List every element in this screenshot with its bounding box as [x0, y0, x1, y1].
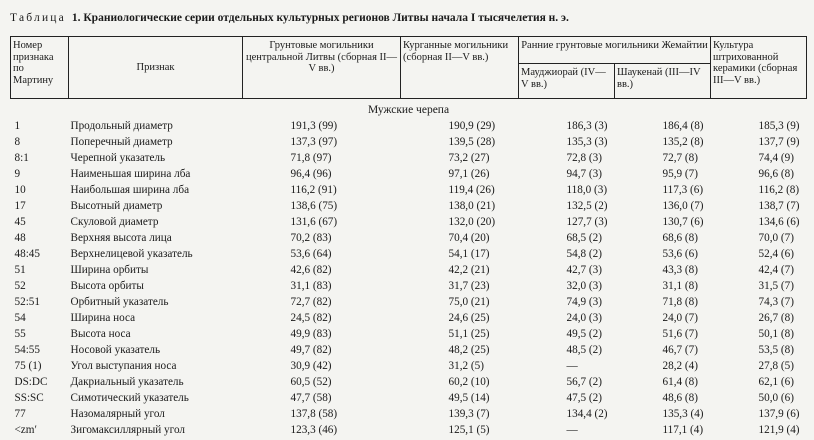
value-shaukenai: 28,2 (4): [662, 360, 698, 372]
row-sign: Поперечный диаметр: [70, 136, 173, 148]
value-shaukenai: 43,3 (8): [662, 264, 698, 276]
value-maudzhiorai: 47,5 (2): [566, 392, 602, 404]
value-kurgan: 54,1 (17): [448, 248, 490, 260]
value-ceramic: 26,7 (8): [758, 312, 794, 324]
table-row: [11, 357, 807, 373]
value-shaukenai: 136,0 (7): [662, 200, 704, 212]
value-kurgan: 97,1 (26): [448, 168, 490, 180]
value-central: 24,5 (82): [290, 312, 332, 324]
row-code: 17: [14, 200, 26, 212]
value-kurgan: 190,9 (29): [448, 120, 496, 132]
value-shaukenai: 24,0 (7): [662, 312, 698, 324]
table-row: [11, 229, 807, 245]
row-code: DS:DC: [14, 376, 48, 388]
table-row: [11, 165, 807, 181]
value-ceramic: 74,3 (7): [758, 296, 794, 308]
table-caption: [10, 12, 800, 24]
value-central: 137,8 (58): [290, 408, 338, 420]
value-ceramic: 121,9 (4): [758, 424, 800, 436]
value-kurgan: 48,2 (25): [448, 344, 490, 356]
value-central: 138,6 (75): [290, 200, 338, 212]
row-sign: Высота носа: [70, 328, 131, 340]
row-sign: Ширина носа: [70, 312, 136, 324]
row-sign: Дакриальный указатель: [70, 376, 184, 388]
value-ceramic: 31,5 (7): [758, 280, 794, 292]
row-code: 52: [14, 280, 26, 292]
value-maudzhiorai: 42,7 (3): [566, 264, 602, 276]
value-kurgan: 51,1 (25): [448, 328, 490, 340]
row-code: 48:45: [14, 248, 40, 260]
row-sign: Симотический указатель: [70, 392, 189, 404]
value-ceramic: 52,4 (6): [758, 248, 794, 260]
row-code: 54: [14, 312, 26, 324]
row-sign: Ширина орбиты: [70, 264, 149, 276]
value-kurgan: 139,5 (28): [448, 136, 496, 148]
value-maudzhiorai: 72,8 (3): [566, 152, 602, 164]
value-shaukenai: 95,9 (7): [662, 168, 698, 180]
row-code: 55: [14, 328, 26, 340]
table-row: [11, 181, 807, 197]
row-sign: Наибольшая ширина лба: [70, 184, 190, 196]
value-central: 30,9 (42): [290, 360, 332, 372]
value-central: 60,5 (52): [290, 376, 332, 388]
value-shaukenai: 117,3 (6): [662, 184, 704, 196]
value-kurgan: 60,2 (10): [448, 376, 490, 388]
value-maudzhiorai: 24,0 (3): [566, 312, 602, 324]
value-kurgan: 31,7 (23): [448, 280, 490, 292]
value-central: 72,7 (82): [290, 296, 332, 308]
value-ceramic: 27,8 (5): [758, 360, 794, 372]
value-ceramic: 62,1 (6): [758, 376, 794, 388]
value-kurgan: 75,0 (21): [448, 296, 490, 308]
header-number: Номер признака по Мартину: [11, 37, 69, 99]
row-sign: Орбитный указатель: [70, 296, 169, 308]
table-row: [11, 421, 807, 437]
header-central: Грунтовые могильники центральной Литвы (сборная II—V вв.): [243, 37, 401, 99]
value-ceramic: 137,7 (9): [758, 136, 800, 148]
value-shaukenai: 46,7 (7): [662, 344, 698, 356]
row-code: <zm′: [14, 424, 37, 436]
row-code: 9: [14, 168, 21, 180]
value-central: 47,7 (58): [290, 392, 332, 404]
value-maudzhiorai: —: [566, 424, 578, 436]
value-shaukenai: 117,1 (4): [662, 424, 704, 436]
value-maudzhiorai: 32,0 (3): [566, 280, 602, 292]
value-maudzhiorai: 68,5 (2): [566, 232, 602, 244]
row-sign: Назомалярный угол: [70, 408, 165, 420]
value-central: 96,4 (96): [290, 168, 332, 180]
value-central: 53,6 (64): [290, 248, 332, 260]
value-shaukenai: 72,7 (8): [662, 152, 698, 164]
value-ceramic: 138,7 (7): [758, 200, 800, 212]
caption-title: 1. Краниологические серии отдельных культурных регионов Литвы начала I тысячелетия н. э.: [71, 12, 569, 24]
row-code: 45: [14, 216, 26, 228]
row-sign: Угол выступания носа: [70, 360, 177, 372]
row-sign: Верхнелицевой указатель: [70, 248, 193, 260]
value-ceramic: 70,0 (7): [758, 232, 794, 244]
table-row: [11, 245, 807, 261]
table-header: [11, 37, 807, 99]
row-code: 8:1: [14, 152, 29, 164]
value-ceramic: 96,6 (8): [758, 168, 794, 180]
value-kurgan: 24,6 (25): [448, 312, 490, 324]
table-row: [11, 261, 807, 277]
row-sign: Носовой указатель: [70, 344, 161, 356]
table-row: [11, 117, 807, 133]
value-kurgan: 138,0 (21): [448, 200, 496, 212]
value-ceramic: 42,4 (7): [758, 264, 794, 276]
row-code: 51: [14, 264, 26, 276]
row-sign: Продольный диаметр: [70, 120, 173, 132]
row-code: 52:51: [14, 296, 40, 308]
value-kurgan: 49,5 (14): [448, 392, 490, 404]
value-ceramic: 116,2 (8): [758, 184, 800, 196]
value-kurgan: 125,1 (5): [448, 424, 490, 436]
value-shaukenai: 31,1 (8): [662, 280, 698, 292]
value-kurgan: 31,2 (5): [448, 360, 484, 372]
value-shaukenai: 130,7 (6): [662, 216, 704, 228]
value-shaukenai: 135,2 (8): [662, 136, 704, 148]
value-shaukenai: 61,4 (8): [662, 376, 698, 388]
value-shaukenai: 71,8 (8): [662, 296, 698, 308]
caption-lead: Таблица: [10, 12, 66, 24]
row-code: 54:55: [14, 344, 40, 356]
value-maudzhiorai: 132,5 (2): [566, 200, 608, 212]
header-early-group: Ранние грунтовые могильники Жемайтии: [519, 37, 711, 64]
row-code: 75 (1): [14, 360, 42, 372]
value-kurgan: 42,2 (21): [448, 264, 490, 276]
value-central: 137,3 (97): [290, 136, 338, 148]
value-ceramic: 137,9 (6): [758, 408, 800, 420]
table-row: [11, 325, 807, 341]
row-code: 10: [14, 184, 26, 196]
value-maudzhiorai: 135,3 (3): [566, 136, 608, 148]
value-maudzhiorai: 186,3 (3): [566, 120, 608, 132]
value-ceramic: 74,4 (9): [758, 152, 794, 164]
value-ceramic: 50,1 (8): [758, 328, 794, 340]
table-row: [11, 197, 807, 213]
table-row: [11, 213, 807, 229]
header-kurgan: Курганные могильники (сборная II—V вв.): [401, 37, 519, 99]
row-sign: Высота орбиты: [70, 280, 144, 292]
table-row: [11, 341, 807, 357]
value-central: 123,3 (46): [290, 424, 338, 436]
value-shaukenai: 48,6 (8): [662, 392, 698, 404]
header-ceramic: Культура штрихованной керамики (сборная III—V вв.): [711, 37, 807, 99]
value-maudzhiorai: 127,7 (3): [566, 216, 608, 228]
section-row: [11, 99, 807, 118]
row-sign: Черепной указатель: [70, 152, 166, 164]
value-kurgan: 119,4 (26): [448, 184, 495, 196]
value-shaukenai: 68,6 (8): [662, 232, 698, 244]
value-central: 49,7 (82): [290, 344, 332, 356]
header-sign: Признак: [69, 37, 243, 99]
table-row: [11, 133, 807, 149]
table-body: [11, 99, 807, 438]
value-ceramic: 185,3 (9): [758, 120, 800, 132]
header-maudzhiorai: Мауджиорай (IV—V вв.): [519, 64, 615, 99]
table-row: [11, 405, 807, 421]
value-central: 131,6 (67): [290, 216, 338, 228]
row-code: 77: [14, 408, 26, 420]
value-shaukenai: 186,4 (8): [662, 120, 704, 132]
header-shaukenai: Шаукенай (III—IV вв.): [615, 64, 711, 99]
value-maudzhiorai: —: [566, 360, 578, 372]
value-maudzhiorai: 74,9 (3): [566, 296, 602, 308]
table-row: [11, 277, 807, 293]
row-sign: Скуловой диаметр: [70, 216, 159, 228]
table-row: [11, 373, 807, 389]
value-central: 31,1 (83): [290, 280, 332, 292]
value-shaukenai: 51,6 (7): [662, 328, 698, 340]
row-sign: Зигомаксиллярный угол: [70, 424, 185, 436]
value-kurgan: 132,0 (20): [448, 216, 496, 228]
table-row: [11, 149, 807, 165]
value-kurgan: 70,4 (20): [448, 232, 490, 244]
value-maudzhiorai: 48,5 (2): [566, 344, 602, 356]
row-code: SS:SC: [14, 392, 44, 404]
row-code: 1: [14, 120, 21, 132]
value-kurgan: 139,3 (7): [448, 408, 490, 420]
value-maudzhiorai: 94,7 (3): [566, 168, 602, 180]
value-ceramic: 53,5 (8): [758, 344, 794, 356]
value-central: 116,2 (91): [290, 184, 337, 196]
value-maudzhiorai: 54,8 (2): [566, 248, 602, 260]
table-row: [11, 293, 807, 309]
value-central: 71,8 (97): [290, 152, 332, 164]
value-central: 191,3 (99): [290, 120, 338, 132]
value-ceramic: 50,0 (6): [758, 392, 794, 404]
value-central: 42,6 (82): [290, 264, 332, 276]
value-maudzhiorai: 134,4 (2): [566, 408, 608, 420]
table-row: [11, 389, 807, 405]
value-shaukenai: 135,3 (4): [662, 408, 704, 420]
section-title: Мужские черепа: [367, 104, 450, 116]
value-central: 70,2 (83): [290, 232, 332, 244]
craniology-table: [10, 36, 807, 437]
row-sign: Верхняя высота лица: [70, 232, 172, 244]
value-maudzhiorai: 49,5 (2): [566, 328, 602, 340]
value-central: 49,9 (83): [290, 328, 332, 340]
value-ceramic: 134,6 (6): [758, 216, 800, 228]
row-sign: Наименьшая ширина лба: [70, 168, 191, 180]
row-code: 8: [14, 136, 21, 148]
value-maudzhiorai: 118,0 (3): [566, 184, 608, 196]
row-sign: Высотный диаметр: [70, 200, 163, 212]
table-row: [11, 309, 807, 325]
value-maudzhiorai: 56,7 (2): [566, 376, 602, 388]
row-code: 48: [14, 232, 26, 244]
value-shaukenai: 53,6 (6): [662, 248, 698, 260]
value-kurgan: 73,2 (27): [448, 152, 490, 164]
